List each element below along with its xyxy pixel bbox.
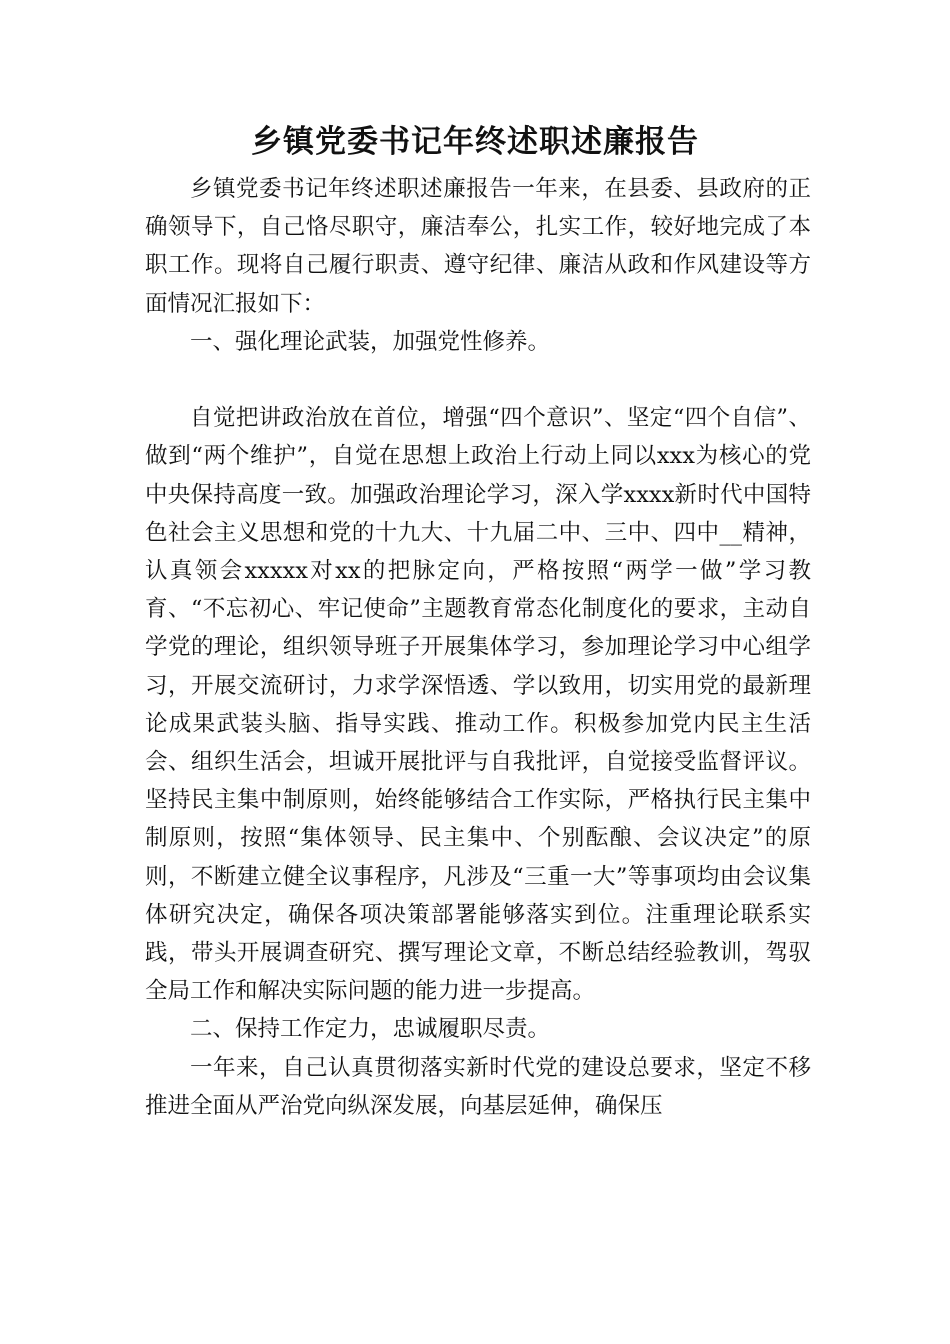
blank-line (145, 361, 811, 399)
document-title: 乡镇党委书记年终述职述廉报告 (251, 124, 699, 160)
document-body (145, 170, 811, 1125)
section-heading-2: 二、保持工作定力，忠诚履职尽责。 (190, 1016, 551, 1043)
section-heading-1: 一、强化理论武装，加强党性修养。 (190, 328, 551, 355)
intro-paragraph: 乡镇党委书记年终述职述廉报告一年来，在县委、县政府的正确领导下，自己恪尽职守，廉洁奉公，扎实工作，较好地完成了本职工作。现将自己履行职责、遵守纪律、廉洁从政和作风建设等方面情况汇报如下： (145, 176, 811, 317)
section-1-paragraph: 自觉把讲政治放在首位，增强“四个意识”、坚定“四个自信”、做到“两个维护”，自觉在思想上政治上行动上同以xxx为核心的党中央保持高度一致。加强政治理论学习，深入学xxxx新时代中国特色社会主义思想和党的十九大、十九届二中、三中、四中__精神，认真领会xxxxx对xx的把脉定向，严格按照“两学一做”学习教育、“不忘初心、牢记使命”主题教育常态化制度化的要求，主动自学党的理论，组织领导班子开展集体学习，参加理论学习中心组学习，开展交流研讨，力求学深悟透、学以致用，切实用党的最新理论成果武装头脑、指导实践、推动工作。积极参加党内民主生活会、组织生活会，坦诚开展批评与自我批评，自觉接受监督评议。坚持民主集中制原则，始终能够结合工作实际，严格执行民主集中制原则，按照“集体领导、民主集中、个别酝酿、会议决定”的原则，不断建立健全议事程序，凡涉及“三重一大”等事项均由会议集体研究决定，确保各项决策部署能够落实到位。注重理论联系实践，带头开展调查研究、撰写理论文章，不断总结经验教训，驾驭全局工作和解决实际问题的能力进一步提高。 (145, 405, 811, 1005)
section-2-paragraph: 一年来，自己认真贯彻落实新时代党的建设总要求，坚定不移推进全面从严治党向纵深发展，向基层延伸，确保压 (145, 1054, 811, 1119)
